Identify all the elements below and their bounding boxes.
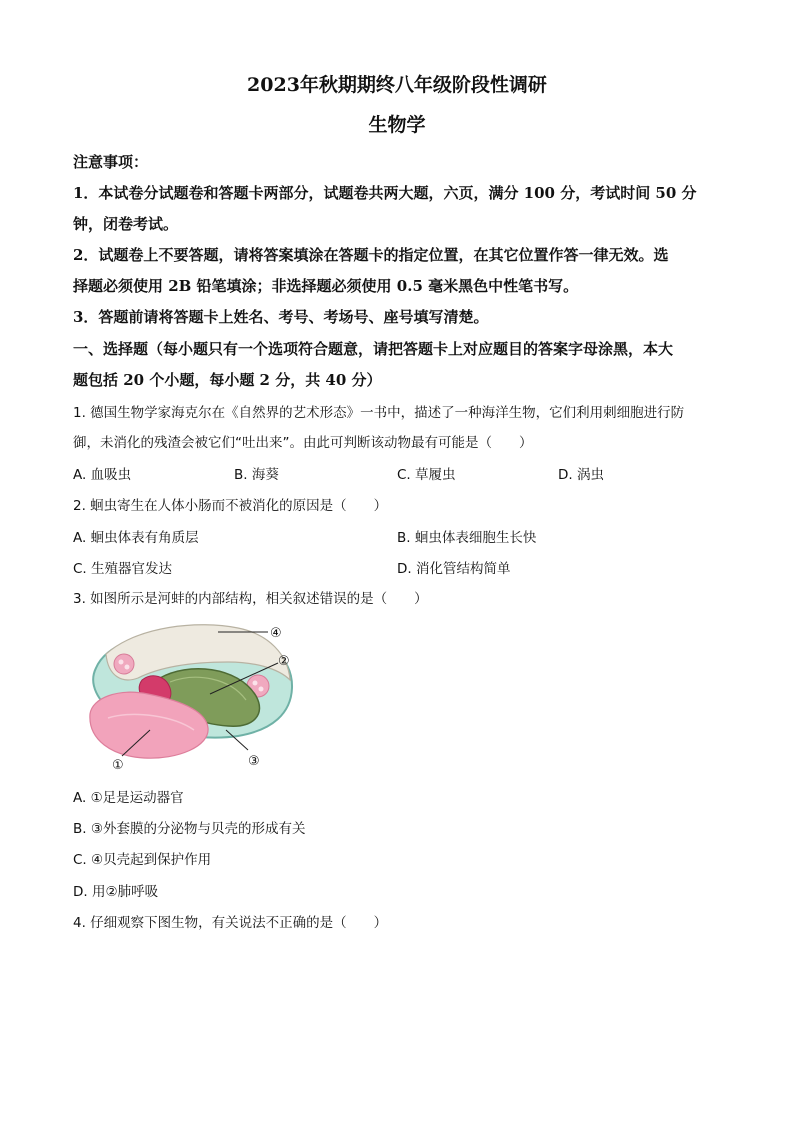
q2-option-a: A. 蛔虫体表有角质层	[73, 530, 199, 546]
q1-option-c: C. 草履虫	[397, 467, 456, 483]
note-line-3: 2．试题卷上不要答题，请将答案填涂在答题卡的指定位置，在其它位置作答一律无效。选	[73, 246, 669, 264]
q2-option-c: C. 生殖器官发达	[73, 561, 173, 577]
exam-title: 2023年秋期期终八年级阶段性调研	[247, 74, 547, 96]
question-4-line-1: 4. 仔细观察下图生物，有关说法不正确的是（ ）	[73, 915, 388, 931]
note-line-4: 择题必须使用 2B 铅笔填涂；非选择题必须使用 0.5 毫米黑色中性笔书写。	[73, 277, 579, 295]
question-3-line-1: 3. 如图所示是河蚌的内部结构，相关叙述错误的是（ ）	[73, 591, 428, 607]
label-2: ②	[278, 654, 290, 669]
label-3: ③	[248, 754, 260, 769]
notes-heading: 注意事项：	[73, 153, 149, 171]
q2-option-b: B. 蛔虫体表细胞生长快	[397, 530, 537, 546]
label-4: ④	[270, 626, 282, 641]
q3-option-b: B. ③外套膜的分泌物与贝壳的形成有关	[73, 821, 306, 837]
note-line-1: 1．本试卷分试题卷和答题卡两部分，试题卷共两大题，六页，满分 100 分，考试时间 50 分	[73, 184, 697, 202]
q1-option-b: B. 海葵	[234, 467, 279, 483]
subject-title: 生物学	[368, 114, 426, 136]
q2-option-d: D. 消化管结构简单	[397, 561, 511, 577]
question-1-line-2: 御，未消化的残渣会被它们“吐出来”。由此可判断该动物最有可能是（ ）	[73, 435, 533, 451]
q3-option-c: C. ④贝壳起到保护作用	[73, 852, 212, 868]
q3-option-d: D. 用②肺呼吸	[73, 884, 159, 900]
mussel-diagram	[78, 618, 308, 774]
section-heading-line-1: 一、选择题（每小题只有一个选项符合题意，请把答题卡上对应题目的答案字母涂黑，本大	[73, 340, 674, 358]
question-1-line-1: 1. 德国生物学家海克尔在《自然界的艺术形态》一书中，描述了一种海洋生物，它们利用刺细胞进行防	[73, 405, 685, 421]
note-line-5: 3．答题前请将答题卡上姓名、考号、考场号、座号填写清楚。	[73, 308, 489, 326]
q3-option-a: A. ①足是运动器官	[73, 790, 184, 806]
section-heading-line-2: 题包括 20 个小题，每小题 2 分，共 40 分）	[73, 371, 382, 389]
note-line-2: 钟，闭卷考试。	[73, 215, 179, 233]
q1-option-a: A. 血吸虫	[73, 467, 132, 483]
label-1: ①	[112, 758, 124, 773]
q1-option-d: D. 涡虫	[558, 467, 604, 483]
mussel-muscle-left	[114, 654, 134, 674]
question-2-line-1: 2. 蛔虫寄生在人体小肠而不被消化的原因是（ ）	[73, 498, 388, 514]
